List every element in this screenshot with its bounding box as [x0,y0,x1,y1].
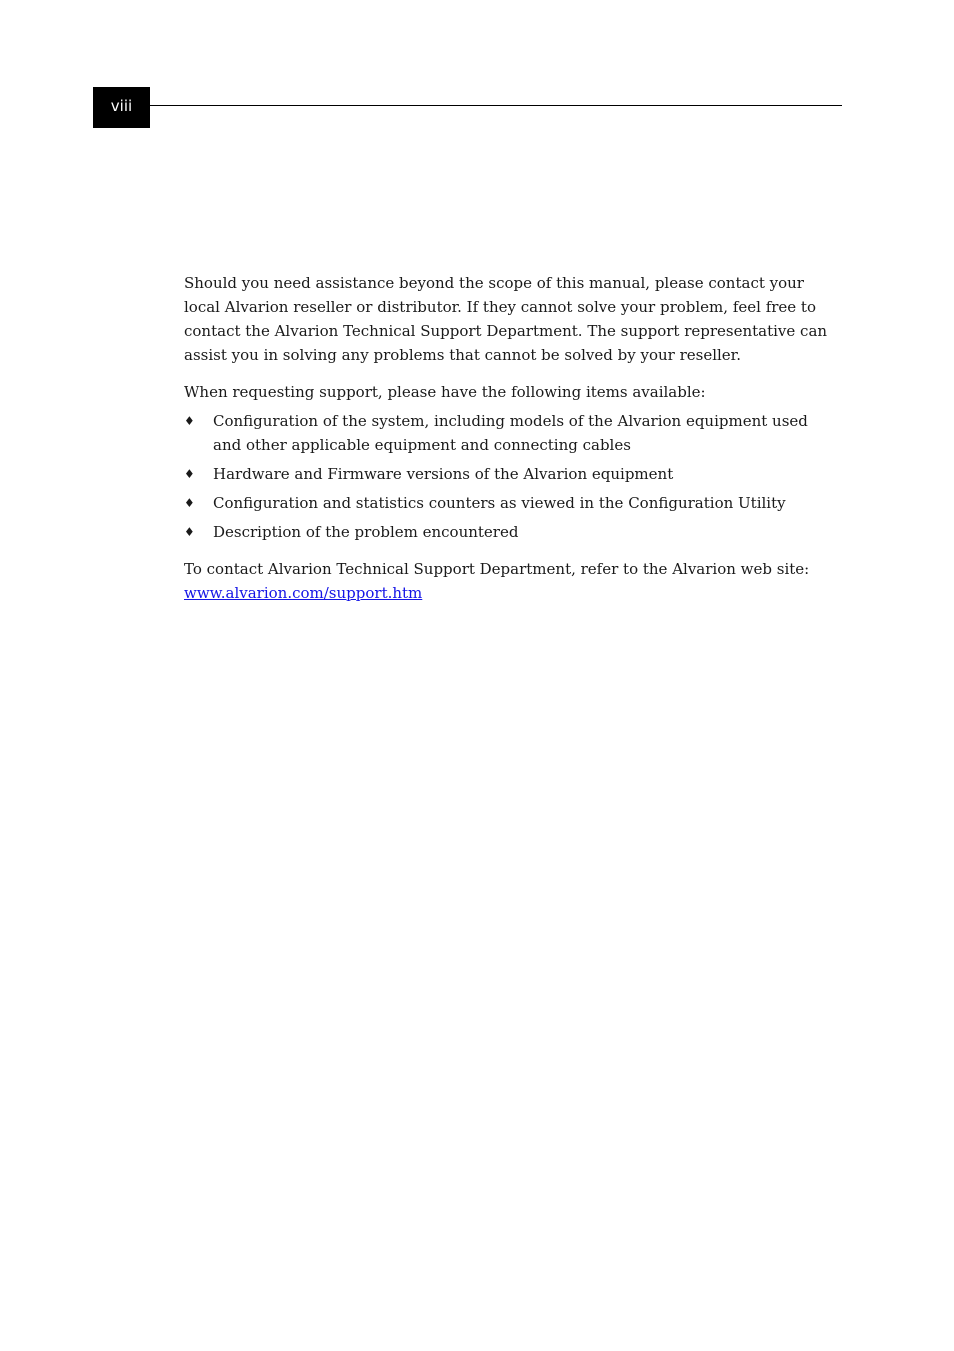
request-paragraph: When requesting support, please have the following items available: [184,383,706,401]
list-item-text: Configuration of the system, including models of the Alvarion equipment used and other applicable equipment and connecting cables [213,412,808,454]
list-item [184,520,834,544]
intro-paragraph: Should you need assistance beyond the scope of this manual, please contact your local Alvarion reseller or distributor. If they cannot solve your problem, feel free to contact the Alvarion Technical Support Department. The support representative can assist you in solving any problems that cannot be solved by your reseller. [184,274,828,364]
contact-paragraph [184,557,834,605]
list-item [184,491,834,515]
diamond-bullet-icon: ♦ [184,525,195,539]
list-item-text: Description of the problem encountered [213,523,519,541]
list-item-text: Configuration and statistics counters as viewed in the Configuration Utility [213,494,786,512]
header-rule [150,105,842,106]
list-item [184,462,834,486]
contact-text: To contact Alvarion Technical Support Department, refer to the Alvarion web site: [184,560,810,578]
main-content [184,271,834,605]
diamond-bullet-icon: ♦ [184,414,195,428]
support-items-list [184,409,834,544]
support-link[interactable]: www.alvarion.com/support.htm [184,584,423,602]
diamond-bullet-icon: ♦ [184,467,195,481]
list-item [184,409,834,457]
page-number-badge [93,87,150,128]
list-item-text: Hardware and Firmware versions of the Alvarion equipment [213,465,674,483]
diamond-bullet-icon: ♦ [184,496,195,510]
page-number: viii [110,96,133,115]
